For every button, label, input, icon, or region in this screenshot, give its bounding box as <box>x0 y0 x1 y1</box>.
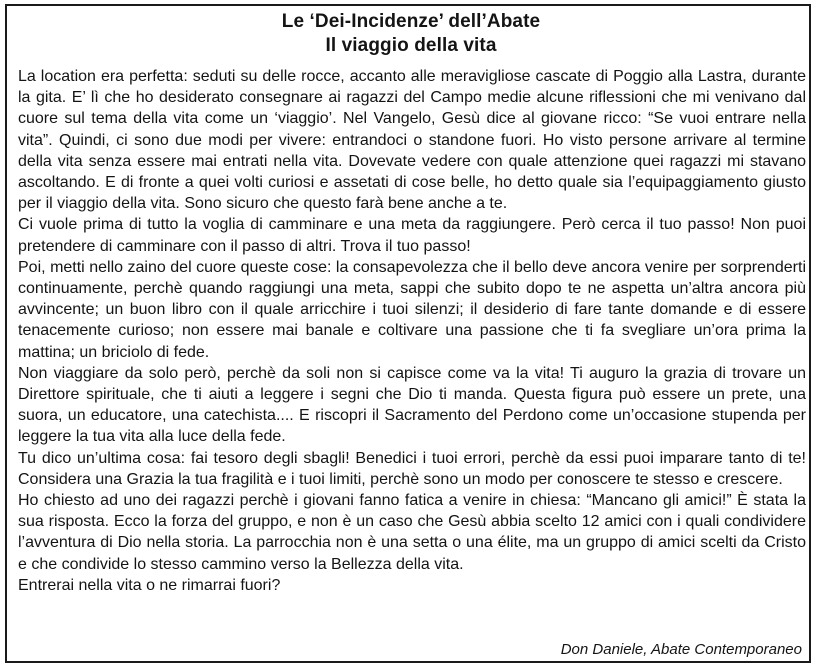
paragraph-closing-question: Entrerai nella vita o ne rimarrai fuori? <box>18 576 281 594</box>
article-body <box>18 66 806 596</box>
paragraph-mistakes: Tu dico un’ultima cosa: fai tesoro degli sbagli! Benedici i tuoi errori, perchè da essi puoi imparare tanto di te! Considera una Grazia la tua fragilità e i tuoi limiti, perchè sono un modo per conoscere te stesso e crescere. <box>18 449 806 488</box>
paragraph-location: La location era perfetta: seduti su delle rocce, accanto alle meravigliose cascate di Poggio alla Lastra, durante la gita. E’ lì che ho desiderato consegnare ai ragazzi del Campo medie alcune riflessioni che mi venivano dal cuore sul tema della vita come un ‘viaggio’. Nel Vangelo, Gesù dice al giovane ricco: “Se vuoi entrare nella vita”. Quindi, ci sono due modi per vivere: entrandoci o standone fuori. Ho visto persone arrivare al termine della vita senza essere mai entrati nella vita. Dovevate vedere con quale attenzione quei ragazzi mi stavano ascoltando. E di fronte a quei volti curiosi e assetati di cose belle, ho detto quale sia l’equipaggiamento giusto per il viaggio della vita. Sono sicuro che questo farà bene anche a te. <box>18 68 806 213</box>
paragraph-backpack: Poi, metti nello zaino del cuore queste cose: la consapevolezza che il bello deve ancora venire per sorprenderti continuamente, perchè quando raggiungi una meta, sappi che subito dopo te ne aspetta un’altra ancora più avvincente; un buon libro con il quale arricchire i tuoi silenzi; il desiderio di fare tante domande e di essere tenacemente curioso; non essere mai banale e coltivare una passione che ti fa svegliare un’ora prima la mattina; un briciolo di fede. <box>18 258 806 361</box>
paragraph-friends: Ho chiesto ad uno dei ragazzi perchè i giovani fanno fatica a venire in chiesa: “Mancano gli amici!” È stata la sua risposta. Ecco la forza del gruppo, e non è un caso che Gesù abbia scelto 12 amici con i quali condividere l’avventura di Dio nella storia. La parrocchia non è una setta o una élite, ma un gruppo di amici scelti da Cristo e che condivide lo stesso cammino verso la Bellezza della vita. <box>18 492 806 573</box>
paragraph-walking: Ci vuole prima di tutto la voglia di camminare e una meta da raggiungere. Però cerca il tuo passo! Non puoi pretendere di camminare con il passo di altri. Trova il tuo passo! <box>18 216 806 255</box>
article-signature: Don Daniele, Abate Contemporaneo <box>560 641 802 658</box>
article-header <box>0 10 822 58</box>
article-title: Le ‘Dei-Incidenze’ dell’Abate <box>281 11 541 32</box>
article-subtitle: Il viaggio della vita <box>325 35 497 56</box>
paragraph-not-alone: Non viaggiare da solo però, perchè da soli non si capisce come va la vita! Ti auguro la grazia di trovare un Direttore spirituale, che ti aiuti a leggere i segni che Dio ti manda. Questa figura può essere un prete, una suora, un educatore, una catechista.... E riscopri il Sacramento del Perdono come un’occasione stupenda per leggere la tua vita alla luce della fede. <box>18 364 806 446</box>
